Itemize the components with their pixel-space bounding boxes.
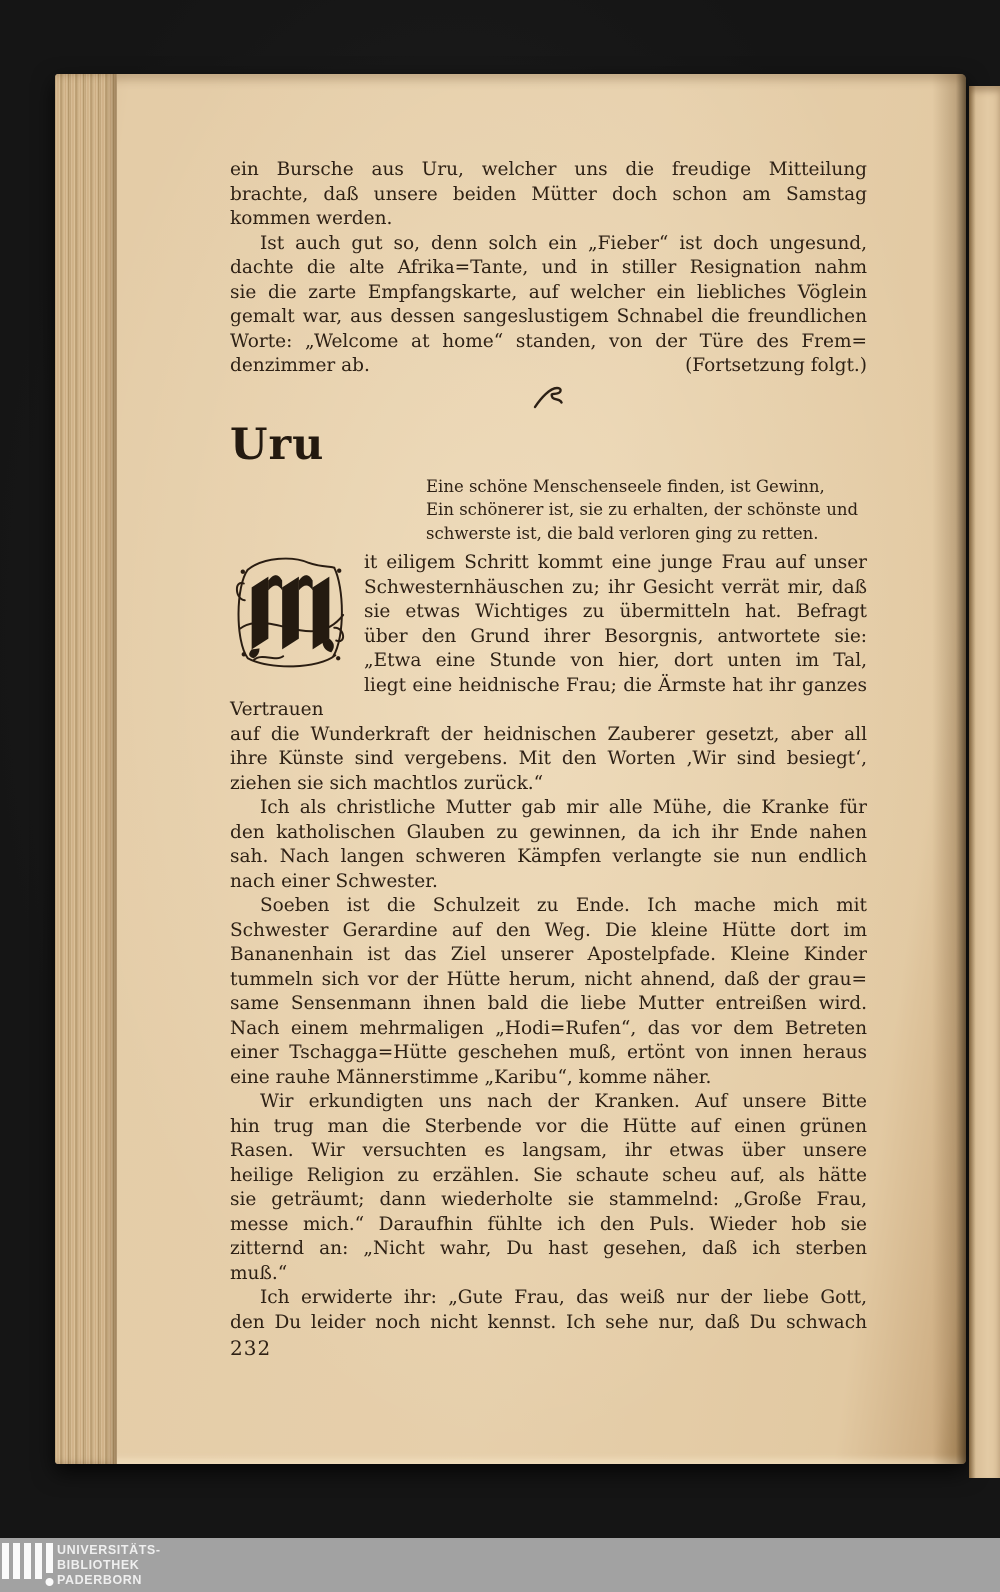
- text-line: Ich erwiderte ihr: „Gute Frau, das weiß nur der liebe Gott,: [260, 1287, 867, 1308]
- text-line: Ich als christliche Mutter gab mir alle Mühe, die Kranke für: [260, 797, 867, 818]
- page-number: 232: [230, 1336, 272, 1360]
- text-line: Ein schönerer ist, sie zu erhalten, der schönste und: [426, 500, 859, 519]
- text-line: eine rauhe Männerstimme „Karibu“, komme näher.: [230, 1066, 712, 1088]
- text-line: „Etwa eine Stunde von hier, dort unten im Tal,: [364, 650, 867, 671]
- text-line: Wir erkundigten uns nach der Kranken. Auf unsere Bitte: [260, 1091, 867, 1112]
- text-line: sah. Nach langen schweren Kämpfen verlangte sie nun endlich: [230, 846, 867, 867]
- text-line: auf die Wunderkraft der heidnischen Zauberer gesetzt, aber all: [230, 723, 867, 745]
- text-line: liegt eine heidnische Frau; die Ärmste hat ihr ganzes Vertrauen: [230, 674, 867, 720]
- section-ornament-row: [230, 379, 867, 417]
- paragraph-dropcap: [230, 551, 867, 796]
- text-line: schwerste ist, die bald verloren ging zu retten.: [426, 523, 819, 543]
- paragraph-lines: [230, 894, 867, 1090]
- text-line: muß.“: [230, 1262, 288, 1284]
- paragraph-afrika-tante: [230, 232, 867, 379]
- text-line: dachte die alte Afrika=Tante, und in stiller Resignation nahm: [230, 257, 867, 278]
- text-line: heilige Religion zu erzählen. Sie schaute scheu auf, als hätte: [230, 1164, 867, 1186]
- text-line: sie etwas Wichtiges zu übermitteln hat. Befragt: [364, 601, 867, 622]
- text-line: tummeln sich vor der Hütte herum, nicht ahnend, daß der grau=: [230, 968, 867, 990]
- motto-lines: [426, 475, 868, 546]
- last-line-text: denzimmer ab.: [230, 355, 370, 376]
- paragraph-lines: [230, 158, 867, 232]
- text-line: ziehen sie sich machtlos zurück.“: [230, 772, 544, 794]
- text-line: it eiligem Schritt kommt eine junge Frau auf unser: [364, 552, 867, 573]
- drop-cap-initial-m: [230, 554, 352, 672]
- text-line: Soeben ist die Schulzeit zu Ende. Ich mache mich mit: [260, 895, 867, 916]
- page-text-block: [230, 158, 867, 1361]
- flourish-icon: [532, 384, 566, 412]
- text-line: Rasen. Wir versuchten es langsam, ihr etwas über unsere: [230, 1140, 867, 1161]
- text-line: zitternd an: „Nicht wahr, Du hast gesehen, daß ich sterben: [230, 1238, 867, 1259]
- text-line: sie die zarte Empfangskarte, auf welcher ein liebliches Vöglein: [230, 281, 867, 303]
- paragraph-last-line: [230, 354, 867, 379]
- text-line: Schwester Gerardine auf den Weg. Die kleine Hütte dort im: [230, 919, 867, 941]
- chapter-title: Uru: [230, 419, 325, 470]
- text-line: hin trug man die Sterbende vor die Hütte auf einen grünen: [230, 1115, 867, 1137]
- paragraph-schulzeit: [230, 894, 867, 1090]
- text-line: ihre Künste sind vergebens. Mit den Worten ‚Wir sind besiegt‘,: [230, 748, 867, 769]
- text-line: über den Grund ihrer Besorgnis, antwortete sie:: [364, 625, 867, 647]
- paragraph-continuation: [230, 158, 867, 232]
- paragraph-christliche-mutter: [230, 796, 867, 894]
- library-logo-icon: [2, 1542, 54, 1590]
- text-line: brachte, daß unsere beiden Mütter doch schon am Samstag: [230, 183, 867, 205]
- text-line: den katholischen Glauben zu gewinnen, da ich ihr Ende nahen: [230, 821, 867, 843]
- library-name-line2: BIBLIOTHEK: [57, 1558, 140, 1572]
- paragraph-lines: [230, 1090, 867, 1286]
- chapter-motto: [426, 475, 868, 546]
- text-line: Ist auch gut so, denn solch ein „Fieber“ ist doch ungesund,: [260, 232, 867, 254]
- paragraph-lines: [230, 232, 867, 355]
- text-line: den Du leider noch nicht kennst. Ich sehe nur, daß Du schwach: [230, 1311, 867, 1333]
- text-line: messe mich.“ Daraufhin fühlte ich den Puls. Wieder hob sie: [230, 1213, 867, 1235]
- text-line: Schwesternhäuschen zu; ihr Gesicht verrät mir, daß: [364, 576, 867, 598]
- text-line: gemalt war, aus dessen sangeslustigem Schnabel die freundlichen: [230, 306, 867, 327]
- text-line: ein Bursche aus Uru, welcher uns die freudige Mitteilung: [230, 159, 867, 180]
- text-line: kommen werden.: [230, 208, 393, 229]
- text-line: sie geträumt; dann wiederholte sie stammelnd: „Große Frau,: [230, 1189, 867, 1210]
- library-name: [57, 1543, 161, 1588]
- continuation-note: (Fortsetzung folgt.): [685, 355, 867, 376]
- book-page: [55, 74, 966, 1464]
- paragraph-lines: [230, 1286, 867, 1335]
- text-line: Bananenhain ist das Ziel unserer Apostelpfade. Kleine Kinder: [230, 944, 867, 965]
- text-line: Nach einem mehrmaligen „Hodi=Rufen“, das vor dem Betreten: [230, 1017, 867, 1039]
- library-name-line3: PADERBORN: [57, 1573, 143, 1587]
- text-line: nach einer Schwester.: [230, 870, 438, 892]
- paragraph-erwiderte: [230, 1286, 867, 1335]
- text-line: einer Tschagga=Hütte geschehen muß, ertönt von innen heraus: [230, 1042, 867, 1063]
- text-line: Eine schöne Menschenseele finden, ist Gewinn,: [426, 476, 825, 496]
- paragraph-kranke: [230, 1090, 867, 1286]
- paragraph-lines: [230, 796, 867, 894]
- library-name-line1: UNIVERSITÄTS-: [57, 1543, 161, 1557]
- text-line: Worte: „Welcome at home“ standen, von der Türe des Frem=: [230, 330, 867, 352]
- page-stack-edges: [55, 74, 117, 1464]
- library-watermark-bar: [0, 1538, 1000, 1592]
- text-line: same Sensenmann ihnen bald die liebe Mutter entreißen wird.: [230, 993, 867, 1014]
- page-gutter-shadow: [932, 74, 966, 1464]
- opposite-page-sliver: [969, 86, 1000, 1478]
